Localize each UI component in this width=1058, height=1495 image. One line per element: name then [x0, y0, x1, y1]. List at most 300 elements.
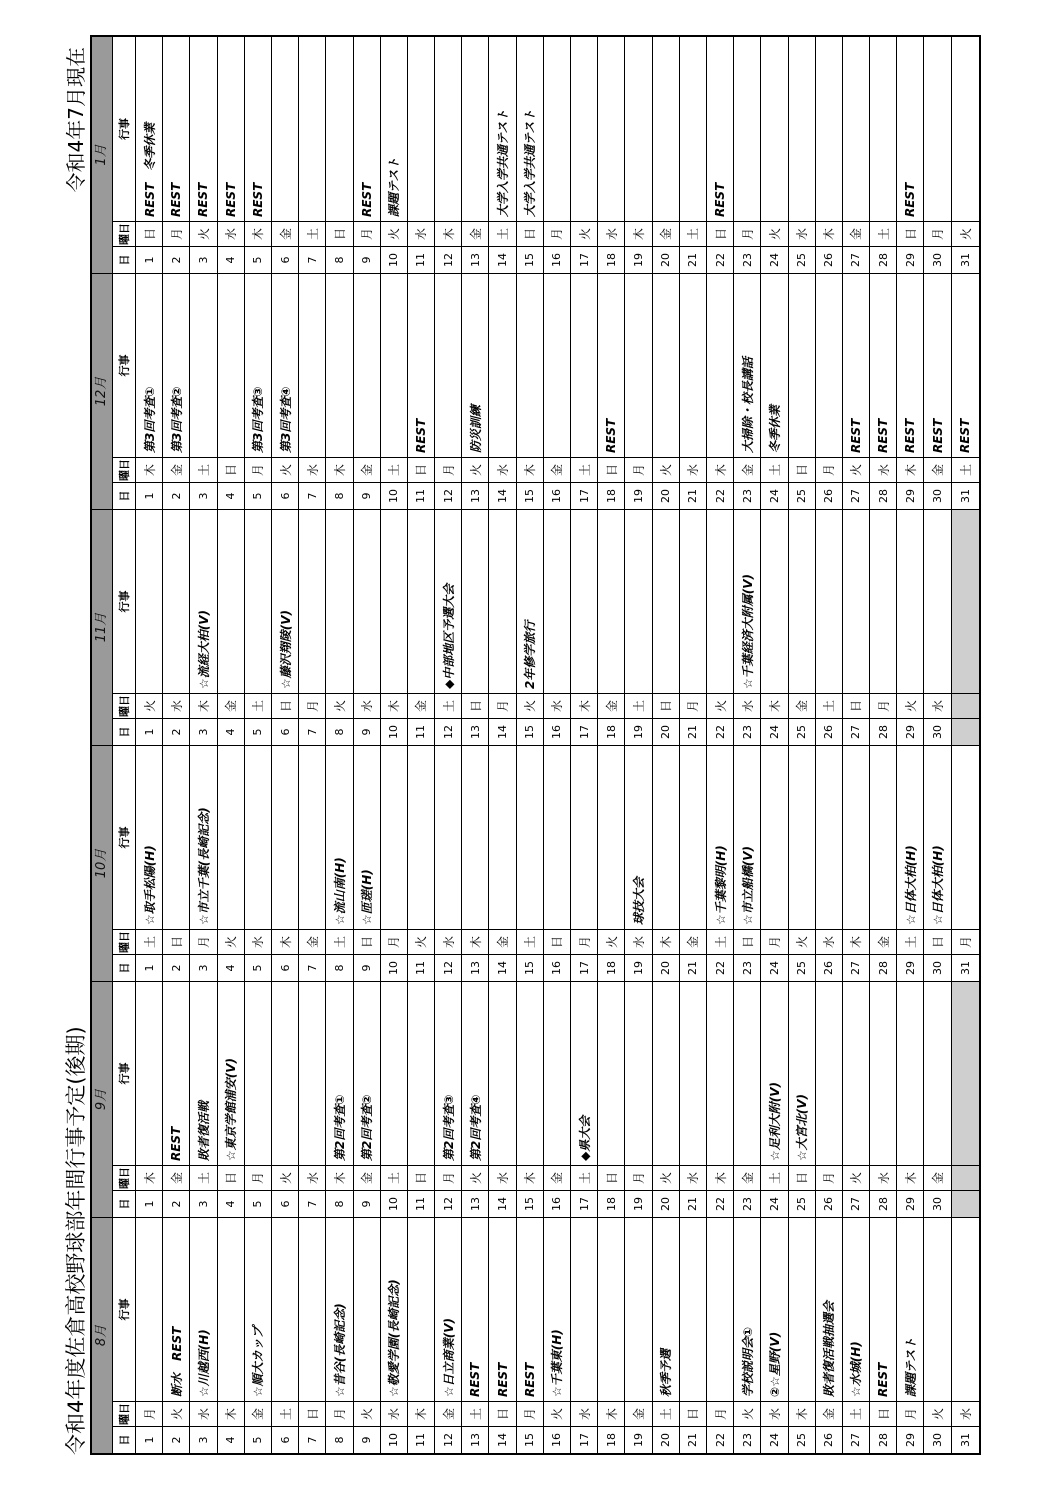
event-cell — [218, 746, 244, 929]
table-row — [598, 746, 625, 981]
event-cell — [571, 510, 597, 693]
event-cell — [272, 37, 298, 221]
weekday-cell: 土 — [190, 457, 216, 482]
event-cell — [870, 510, 896, 693]
month-title: 9月 — [92, 982, 113, 1217]
event-cell — [544, 510, 570, 693]
table-row — [897, 510, 924, 745]
table-row — [489, 746, 516, 981]
day-cell: 16 — [544, 1190, 570, 1217]
day-cell: 17 — [571, 246, 597, 273]
table-row — [163, 746, 190, 981]
event-cell: 秋季予選 — [659, 1348, 674, 1397]
table-row — [326, 1218, 353, 1453]
table-row — [870, 982, 897, 1217]
day-cell: 30 — [924, 246, 950, 273]
weekday-cell: 日 — [218, 1165, 244, 1190]
event-cell: ☆川越西(H) — [196, 1329, 211, 1397]
day-cell: 29 — [897, 1190, 923, 1217]
weekday-cell: 火 — [734, 1401, 760, 1426]
day-cell: 12 — [435, 718, 461, 745]
day-cell: 6 — [272, 482, 298, 509]
table-row — [245, 37, 272, 273]
day-cell: 28 — [870, 954, 896, 981]
day-cell: 20 — [653, 1190, 679, 1217]
event-cell: 冬季休業 — [767, 404, 782, 453]
day-cell: 20 — [653, 954, 679, 981]
table-row — [218, 274, 245, 509]
day-cell: 30 — [924, 1190, 950, 1217]
event-cell: ②☆星野(V) — [767, 1331, 782, 1397]
weekday-cell: 木 — [190, 693, 216, 718]
event-cell — [924, 37, 950, 221]
day-cell: 1 — [136, 1190, 162, 1217]
weekday-cell: 月 — [707, 1401, 733, 1426]
table-row — [489, 510, 516, 745]
table-row — [381, 746, 408, 981]
event-cell: REST — [713, 182, 728, 217]
weekday-cell: 木 — [218, 1401, 244, 1426]
day-cell: 11 — [408, 954, 434, 981]
weekday-cell: 木 — [598, 1401, 624, 1426]
table-row — [952, 37, 979, 273]
event-cell: 第2回考査③ — [441, 1094, 456, 1161]
schedule-sheet — [60, 35, 1020, 1455]
day-cell — [952, 718, 979, 745]
day-cell: 22 — [707, 482, 733, 509]
weekday-cell: 土 — [190, 1165, 216, 1190]
day-cell: 20 — [653, 482, 679, 509]
day-cell: 27 — [843, 718, 869, 745]
table-row — [489, 1218, 516, 1453]
event-cell: 第3回考査③ — [251, 386, 266, 453]
weekday-cell: 金 — [272, 221, 298, 246]
weekday-cell: 月 — [761, 929, 787, 954]
table-row — [544, 37, 571, 273]
table-row — [952, 982, 979, 1217]
event-cell — [653, 982, 679, 1165]
table-row — [789, 37, 816, 273]
event-cell — [952, 510, 979, 693]
day-cell: 29 — [897, 482, 923, 509]
table-row — [897, 982, 924, 1217]
day-cell: 5 — [245, 246, 271, 273]
event-cell: 大掃除・校長講話 — [740, 356, 755, 453]
weekday-cell: 木 — [408, 1401, 434, 1426]
table-row — [789, 982, 816, 1217]
table-row — [952, 274, 979, 509]
table-row — [517, 746, 544, 981]
day-cell: 1 — [136, 246, 162, 273]
table-row — [625, 274, 652, 509]
day-cell: 3 — [190, 954, 216, 981]
table-row — [707, 982, 734, 1217]
table-row — [408, 982, 435, 1217]
event-cell — [653, 746, 679, 929]
weekday-cell: 土 — [680, 221, 706, 246]
day-cell: 14 — [489, 1426, 515, 1453]
weekday-cell: 月 — [163, 221, 189, 246]
weekday-cell: 土 — [952, 457, 979, 482]
day-cell: 8 — [326, 954, 352, 981]
weekday-cell: 木 — [816, 221, 842, 246]
weekday-cell: 木 — [517, 1165, 543, 1190]
table-row — [816, 746, 843, 981]
header-weekday: 曜日 — [113, 1401, 135, 1426]
day-cell: 8 — [326, 1190, 352, 1217]
event-cell: 第2回考査② — [360, 1094, 375, 1161]
weekday-cell: 日 — [707, 221, 733, 246]
event-cell — [625, 37, 651, 221]
document-title: 令和4年度佐倉高校野球部年間行事予定(後期) — [64, 1026, 88, 1455]
month-title: 8月 — [92, 1218, 113, 1453]
table-row — [381, 510, 408, 745]
weekday-cell: 月 — [571, 929, 597, 954]
table-row — [435, 1218, 462, 1453]
table-row — [734, 982, 761, 1217]
table-row — [789, 510, 816, 745]
weekday-cell: 金 — [816, 1401, 842, 1426]
day-cell: 11 — [408, 482, 434, 509]
event-cell: REST — [169, 182, 184, 217]
weekday-cell: 土 — [870, 221, 896, 246]
table-row — [707, 510, 734, 745]
table-row — [435, 982, 462, 1217]
day-cell: 14 — [489, 954, 515, 981]
weekday-cell: 月 — [435, 1165, 461, 1190]
table-row — [924, 274, 951, 509]
day-cell: 18 — [598, 718, 624, 745]
event-cell — [761, 37, 787, 221]
event-cell: REST — [468, 1362, 483, 1397]
weekday-cell: 金 — [544, 1165, 570, 1190]
day-cell: 9 — [354, 482, 380, 509]
table-row — [653, 1218, 680, 1453]
day-cell: 25 — [789, 246, 815, 273]
table-row — [843, 37, 870, 273]
weekday-cell: 土 — [245, 693, 271, 718]
day-cell: 26 — [816, 482, 842, 509]
day-cell: 9 — [354, 1426, 380, 1453]
weekday-cell: 火 — [408, 929, 434, 954]
table-row — [299, 274, 326, 509]
header-event: 行事 — [118, 1298, 131, 1321]
weekday-cell: 土 — [761, 457, 787, 482]
event-cell — [680, 37, 706, 221]
weekday-cell: 金 — [299, 929, 325, 954]
day-cell: 16 — [544, 246, 570, 273]
day-cell: 15 — [517, 1190, 543, 1217]
table-row — [462, 746, 489, 981]
day-cell: 8 — [326, 1426, 352, 1453]
event-cell: REST — [903, 182, 918, 217]
weekday-cell: 日 — [870, 1401, 896, 1426]
table-row — [489, 37, 516, 273]
table-row — [408, 510, 435, 745]
table-row — [136, 746, 163, 981]
weekday-cell: 水 — [299, 457, 325, 482]
table-row — [381, 982, 408, 1217]
event-cell — [789, 746, 815, 929]
weekday-cell: 水 — [489, 457, 515, 482]
day-cell: 31 — [952, 954, 979, 981]
weekday-cell: 火 — [598, 929, 624, 954]
event-cell — [598, 746, 624, 929]
weekday-cell: 日 — [789, 1165, 815, 1190]
table-row — [952, 746, 979, 981]
day-cell: 12 — [435, 954, 461, 981]
event-cell — [326, 37, 352, 221]
day-cell: 27 — [843, 1426, 869, 1453]
event-cell — [544, 274, 570, 457]
weekday-cell: 水 — [870, 1165, 896, 1190]
weekday-cell: 日 — [354, 929, 380, 954]
table-row — [299, 746, 326, 981]
table-row — [571, 37, 598, 273]
header-event: 行事 — [118, 354, 131, 377]
column-header — [113, 37, 136, 273]
weekday-cell: 水 — [408, 221, 434, 246]
event-cell: 課題テスト — [387, 157, 402, 217]
day-cell: 22 — [707, 718, 733, 745]
weekday-cell: 月 — [924, 221, 950, 246]
table-row — [870, 746, 897, 981]
event-cell — [761, 746, 787, 929]
event-cell — [952, 982, 979, 1165]
day-cell: 18 — [598, 954, 624, 981]
event-cell: ☆日体大柏(H) — [903, 845, 918, 925]
weekday-cell: 木 — [653, 929, 679, 954]
event-cell: 敗者復活戦 — [196, 1100, 211, 1161]
event-cell — [625, 982, 651, 1165]
table-row — [625, 746, 652, 981]
event-cell: ☆水城(H) — [849, 1341, 864, 1397]
weekday-cell: 土 — [897, 929, 923, 954]
day-cell: 24 — [761, 954, 787, 981]
weekday-cell: 日 — [272, 693, 298, 718]
table-row — [435, 37, 462, 273]
event-cell: REST 冬季休業 — [142, 122, 157, 217]
event-cell — [326, 510, 352, 693]
event-cell — [381, 510, 407, 693]
day-cell: 24 — [761, 1190, 787, 1217]
table-row — [653, 982, 680, 1217]
event-cell — [924, 1218, 950, 1401]
event-cell: 第3回考査② — [169, 386, 184, 453]
weekday-cell: 水 — [435, 929, 461, 954]
day-cell: 13 — [462, 718, 488, 745]
day-cell: 22 — [707, 246, 733, 273]
table-row — [462, 1218, 489, 1453]
month-column — [92, 509, 979, 745]
day-cell: 13 — [462, 1426, 488, 1453]
day-cell: 12 — [435, 246, 461, 273]
day-cell: 22 — [707, 1190, 733, 1217]
table-row — [924, 982, 951, 1217]
weekday-cell: 火 — [218, 929, 244, 954]
day-cell: 1 — [136, 482, 162, 509]
table-row — [435, 274, 462, 509]
table-row — [897, 1218, 924, 1453]
table-row — [136, 274, 163, 509]
weekday-cell: 日 — [843, 693, 869, 718]
event-cell — [843, 37, 869, 221]
event-cell — [952, 1218, 979, 1401]
event-cell: ☆敬愛学園(長崎記念) — [387, 1279, 402, 1397]
table-row — [653, 37, 680, 273]
day-cell: 23 — [734, 954, 760, 981]
weekday-cell: 金 — [789, 693, 815, 718]
table-row — [163, 1218, 190, 1453]
day-cell: 6 — [272, 718, 298, 745]
weekday-cell: 日 — [789, 457, 815, 482]
weekday-cell: 月 — [489, 693, 515, 718]
weekday-cell: 金 — [218, 693, 244, 718]
table-row — [571, 1218, 598, 1453]
table-row — [462, 510, 489, 745]
weekday-cell: 土 — [625, 693, 651, 718]
table-row — [354, 510, 381, 745]
table-row — [734, 746, 761, 981]
event-cell: ☆匝瑳(H) — [360, 869, 375, 925]
weekday-cell: 水 — [625, 929, 651, 954]
day-cell: 23 — [734, 718, 760, 745]
table-row — [897, 746, 924, 981]
day-cell: 18 — [598, 246, 624, 273]
table-row — [653, 510, 680, 745]
weekday-cell: 日 — [299, 1401, 325, 1426]
day-cell: 5 — [245, 1190, 271, 1217]
day-cell: 24 — [761, 1426, 787, 1453]
day-cell: 8 — [326, 482, 352, 509]
day-cell: 2 — [163, 954, 189, 981]
day-cell: 21 — [680, 718, 706, 745]
weekday-cell: 火 — [190, 221, 216, 246]
event-cell — [190, 274, 216, 457]
event-cell — [435, 274, 461, 457]
column-header — [113, 982, 136, 1217]
day-cell: 24 — [761, 246, 787, 273]
day-cell: 24 — [761, 482, 787, 509]
weekday-cell: 月 — [816, 1165, 842, 1190]
table-row — [489, 274, 516, 509]
day-cell: 18 — [598, 1426, 624, 1453]
table-row — [354, 1218, 381, 1453]
event-cell — [408, 746, 434, 929]
event-cell — [462, 37, 488, 221]
event-cell: 課題テスト — [903, 1337, 918, 1397]
table-row — [952, 1218, 979, 1453]
table-row — [870, 1218, 897, 1453]
table-row — [517, 1218, 544, 1453]
weekday-cell: 月 — [897, 1401, 923, 1426]
weekday-cell: 水 — [163, 693, 189, 718]
day-cell: 7 — [299, 1426, 325, 1453]
day-cell: 3 — [190, 1190, 216, 1217]
event-cell — [625, 274, 651, 457]
table-row — [408, 1218, 435, 1453]
month-column — [92, 37, 979, 273]
weekday-cell: 木 — [272, 929, 298, 954]
table-row — [326, 274, 353, 509]
header-event: 行事 — [118, 590, 131, 613]
weekday-cell: 金 — [435, 1401, 461, 1426]
event-cell — [163, 510, 189, 693]
event-cell — [571, 37, 597, 221]
weekday-cell: 金 — [924, 457, 950, 482]
weekday-cell: 月 — [517, 1401, 543, 1426]
weekday-cell: 火 — [462, 457, 488, 482]
table-row — [870, 510, 897, 745]
table-row — [354, 746, 381, 981]
weekday-cell: 月 — [245, 1165, 271, 1190]
table-row — [761, 37, 788, 273]
weekday-cell: 木 — [136, 457, 162, 482]
event-cell — [680, 274, 706, 457]
event-cell: ☆千葉東(H) — [550, 1329, 565, 1397]
weekday-cell: 土 — [272, 1401, 298, 1426]
event-cell — [680, 510, 706, 693]
event-cell: ☆大宮北(V) — [795, 1093, 810, 1161]
header-day: 日 — [113, 718, 135, 745]
weekday-cell: 土 — [653, 1401, 679, 1426]
weekday-cell: 日 — [218, 457, 244, 482]
event-cell — [408, 982, 434, 1165]
weekday-cell: 火 — [354, 1401, 380, 1426]
table-row — [598, 274, 625, 509]
table-row — [326, 510, 353, 745]
table-row — [517, 274, 544, 509]
day-cell: 1 — [136, 718, 162, 745]
event-cell — [924, 510, 950, 693]
weekday-cell: 火 — [924, 1401, 950, 1426]
event-cell — [381, 274, 407, 457]
weekday-cell: 木 — [462, 929, 488, 954]
event-cell: REST — [250, 182, 265, 217]
event-cell — [571, 274, 597, 457]
day-cell: 29 — [897, 1426, 923, 1453]
day-cell: 2 — [163, 1190, 189, 1217]
table-row — [707, 37, 734, 273]
day-cell: 25 — [789, 1426, 815, 1453]
weekday-cell: 金 — [924, 1165, 950, 1190]
table-row — [190, 37, 217, 273]
weekday-cell: 金 — [462, 221, 488, 246]
event-cell — [544, 982, 570, 1165]
table-row — [653, 274, 680, 509]
weekday-cell: 土 — [136, 929, 162, 954]
header-day: 日 — [113, 246, 135, 273]
table-row — [272, 1218, 299, 1453]
day-cell: 7 — [299, 718, 325, 745]
weekday-cell: 水 — [789, 221, 815, 246]
weekday-cell: 月 — [734, 221, 760, 246]
table-row — [354, 274, 381, 509]
day-cell: 10 — [381, 718, 407, 745]
event-cell — [707, 510, 733, 693]
day-cell: 10 — [381, 1190, 407, 1217]
table-row — [924, 510, 951, 745]
day-cell: 4 — [218, 954, 244, 981]
day-cell: 4 — [218, 246, 244, 273]
header-weekday: 曜日 — [113, 693, 135, 718]
table-row — [136, 37, 163, 273]
day-cell: 11 — [408, 1426, 434, 1453]
column-header — [113, 274, 136, 509]
day-cell: 28 — [870, 1426, 896, 1453]
event-cell — [816, 510, 842, 693]
event-cell — [245, 982, 271, 1165]
